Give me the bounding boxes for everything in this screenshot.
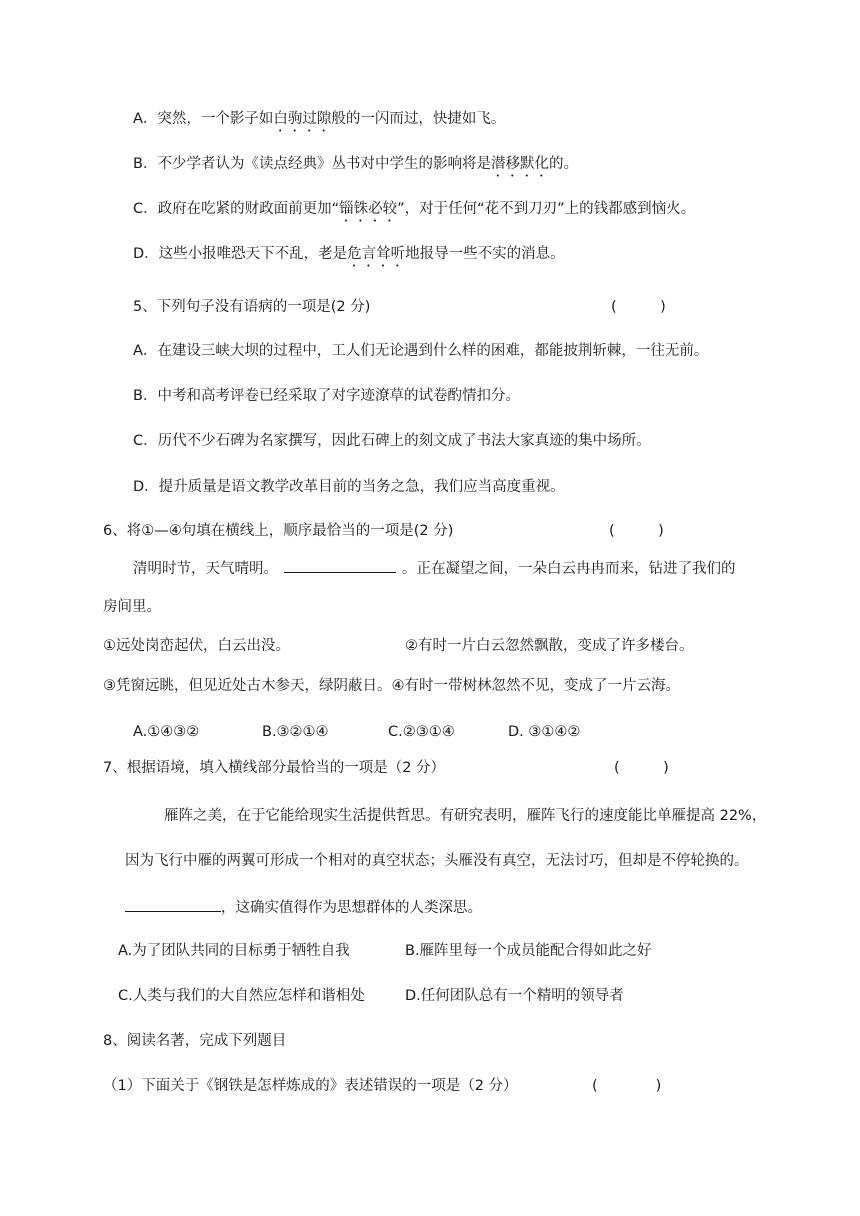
q5-option-c: C．历代不少石碑为名家撰写，因此石碑上的刻文成了书法大家真迹的集中场所。 [133, 433, 651, 449]
q5-option-b: B．中考和高考评卷已经采取了对字迹潦草的试卷酌情扣分。 [133, 388, 520, 404]
q5-option-d: D．提升质量是语文教学改革目前的当务之急，我们应当高度重视。 [133, 479, 565, 495]
q7-stem: 7、根据语境，填入横线部分最恰当的一项是（2 分） [103, 760, 446, 776]
q7-passage-line1: 雁阵之美，在于它能给现实生活提供哲思。有研究表明，雁阵飞行的速度能比单雁提高 22%， [164, 808, 767, 824]
q6-passage-pre: 清明时节，天气晴明。 [133, 561, 278, 577]
q6-choice-a: A.①④③② [133, 724, 200, 740]
q4-option-d [133, 244, 565, 270]
q4-option-c-emphasis: 锱铢必较 [339, 201, 398, 217]
q4-option-c-post: ”，对于任何“花不到刀刃”上的钱都感到恼火。 [397, 201, 696, 217]
q5-stem: 5、下列句子没有语病的一项是(2 分) [133, 299, 371, 315]
q5-answer-paren[interactable]: ( ) [611, 299, 666, 315]
q4-option-a-pre: A．突然，一个影子如 [133, 111, 274, 127]
q4-option-c-pre: C．政府在吃紧的财政面前更加“ [133, 201, 340, 217]
q8-stem: 8、阅读名著，完成下列题目 [103, 1033, 287, 1049]
q6-choice-d: D. ③①④② [508, 724, 581, 740]
q8-sub1-stem: （1）下面关于《钢铁是怎样炼成的》表述错误的一项是（2 分） [103, 1078, 518, 1094]
q4-option-a [133, 109, 505, 135]
q6-answer-paren[interactable]: ( ) [609, 523, 664, 539]
q4-option-b-pre: B．不少学者认为《读点经典》丛书对中学生的影响将是 [133, 156, 491, 172]
q7-option-a: A.为了团队共同的目标勇于牺牲自我 [118, 943, 350, 959]
q6-passage-post: 。正在凝望之间，一朵白云冉冉而来，钻进了我们的 [402, 561, 736, 577]
q7-option-d: D.任何团队总有一个精明的领导者 [405, 988, 624, 1004]
q4-option-b-post: 的。 [548, 156, 578, 172]
q4-option-d-post: 地报导一些不实的消息。 [405, 246, 565, 262]
q6-passage-line1 [133, 558, 736, 579]
q6-sentence-1: ①远处岗峦起伏，白云出没。 [103, 638, 290, 654]
q4-option-d-pre: D．这些小报唯恐天下不乱，老是 [133, 246, 348, 262]
q6-answer-blank[interactable] [284, 558, 396, 573]
q7-answer-blank[interactable] [125, 897, 221, 912]
q7-answer-paren[interactable]: ( ) [614, 760, 669, 776]
q6-passage-line2: 房间里。 [103, 599, 161, 615]
q7-option-c: C.人类与我们的大自然应怎样和谐相处 [118, 988, 365, 1004]
q6-sentences-3-4: ③凭窗远眺，但见近处古木参天，绿阴蔽日。④有时一带树林忽然不见，变成了一片云海。 [103, 678, 680, 694]
q5-option-a: A．在建设三峡大坝的过程中，工人们无论遇到什么样的困难，都能披荆斩棘，一往无前。 [133, 343, 709, 359]
q7-passage-line2: 因为飞行中雁的两翼可形成一个相对的真空状态；头雁没有真空，无法讨巧，但却是不停轮换的。 [125, 853, 749, 869]
q6-sentence-2: ②有时一片白云忽然飘散，变成了许多楼台。 [405, 638, 694, 654]
q7-passage-line3-text: ，这确实值得作为思想群体的人类深思。 [221, 900, 482, 916]
q4-option-b [133, 154, 578, 180]
q7-option-b: B.雁阵里每一个成员能配合得如此之好 [405, 943, 652, 959]
q6-choice-b: B.③②①④ [262, 724, 329, 740]
q4-option-c [133, 199, 695, 225]
q8-sub1-answer-paren[interactable]: ( ) [592, 1078, 662, 1094]
q6-choice-c: C.②③①④ [388, 724, 455, 740]
q4-option-a-emphasis: 白驹过隙 [273, 111, 332, 127]
q4-option-a-post: 般的一闪而过，快捷如飞。 [331, 111, 506, 127]
q7-passage-line3 [125, 897, 482, 918]
q6-stem: 6、将①—④句填在横线上，顺序最恰当的一项是(2 分) [103, 523, 454, 539]
q4-option-b-emphasis: 潜移默化 [490, 156, 549, 172]
q4-option-d-emphasis: 危言耸听 [347, 246, 406, 262]
